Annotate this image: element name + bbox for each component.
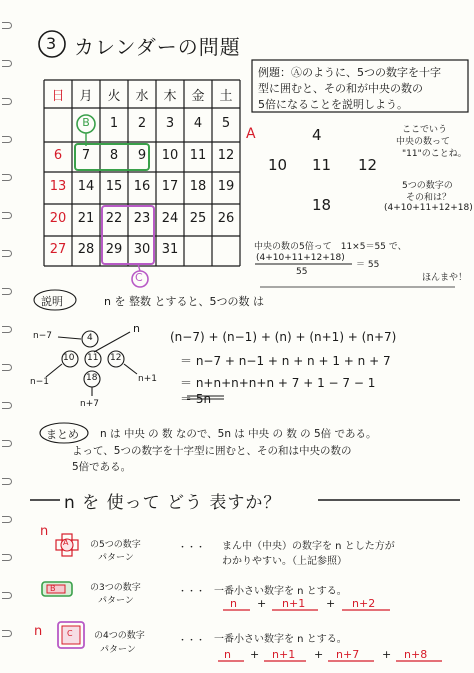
cross-right: 12 bbox=[358, 156, 378, 174]
plus-sign: + bbox=[326, 597, 336, 610]
expression-term: n bbox=[230, 597, 237, 610]
calendar-day-cell: 18 bbox=[189, 179, 207, 194]
calendar-grid bbox=[44, 80, 240, 266]
cross-bottom: 18 bbox=[312, 196, 332, 214]
equation-line: (n−7) + (n−1) + (n) + (n+1) + (n+7) bbox=[170, 330, 397, 344]
expression-term: n+1 bbox=[282, 597, 306, 610]
pattern-name: パターン bbox=[98, 553, 134, 563]
calendar-day-cell: 27 bbox=[49, 242, 67, 257]
expression-term: n+2 bbox=[352, 597, 376, 610]
pattern-desc: 一番小さい数字を n とする。 bbox=[214, 586, 347, 597]
expression-term: n+7 bbox=[336, 648, 360, 661]
explanation-intro: n を 整数 とすると、5つの数 は bbox=[104, 295, 264, 308]
pattern-dots: ・・・ bbox=[178, 587, 206, 597]
calendar-day-cell: 11 bbox=[189, 148, 207, 163]
diagram-label: n+1 bbox=[138, 374, 157, 384]
note-line: "11"のことね。 bbox=[402, 149, 467, 159]
pattern-icon-b bbox=[42, 582, 72, 596]
pattern-desc: 一番小さい数字を n とする。 bbox=[214, 634, 347, 645]
problem-line: 例題：Ⓐのように、5つの数字を十字 bbox=[258, 66, 441, 79]
calendar-day-cell: 22 bbox=[105, 211, 123, 226]
c-label: C bbox=[135, 271, 143, 284]
diagram-label: n−1 bbox=[30, 377, 49, 387]
diagram-label: n−7 bbox=[33, 331, 52, 341]
calendar-day-cell: 4 bbox=[193, 116, 203, 131]
calendar-weekday-header: 木 bbox=[163, 89, 177, 104]
cross-left: 10 bbox=[268, 156, 288, 174]
summary-line: n は 中央 の 数 なので、5n は 中央 の 数 の 5倍 である。 bbox=[100, 428, 377, 440]
equation-line: ＝ n−7 + n−1 + n + n + 1 + n + 7 bbox=[180, 354, 391, 368]
calendar-day-cell: 7 bbox=[81, 148, 91, 163]
calendar-day-cell: 8 bbox=[109, 148, 119, 163]
page-title: カレンダーの問題 bbox=[74, 35, 241, 59]
diagram-label: n+7 bbox=[80, 399, 99, 409]
pattern-icon-letter: A bbox=[63, 538, 69, 547]
diagram-value: 4 bbox=[87, 333, 93, 343]
calendar-weekday-header: 土 bbox=[219, 89, 233, 104]
calendar-day-cell: 13 bbox=[49, 179, 67, 194]
calendar-day-cell: 3 bbox=[165, 116, 175, 131]
calendar-day-cell: 12 bbox=[217, 148, 235, 163]
summary-line: よって、5つの数字を十字型に囲むと、その和は中央の数の bbox=[72, 445, 352, 457]
calendar-weekday-header: 月 bbox=[79, 89, 93, 104]
note-line: その和は？ bbox=[406, 193, 452, 203]
pattern-icon-letter: B bbox=[50, 584, 56, 593]
expression-term: n bbox=[224, 648, 231, 661]
pattern-dots: ・・・ bbox=[178, 543, 206, 553]
example-a-label: A bbox=[246, 126, 256, 142]
pattern-name: の3つの数字 bbox=[90, 583, 141, 593]
calendar-day-cell: 26 bbox=[217, 211, 235, 226]
n-marker: n bbox=[34, 624, 43, 639]
expression-term: n+1 bbox=[272, 648, 296, 661]
calendar-day-cell: 15 bbox=[105, 179, 123, 194]
calendar-weekday-header: 水 bbox=[135, 89, 149, 104]
calendar-day-cell: 30 bbox=[133, 242, 151, 257]
calendar-day-cell: 1 bbox=[109, 116, 119, 131]
calendar-day-cell: 10 bbox=[161, 148, 179, 163]
plus-sign: + bbox=[250, 648, 260, 661]
calendar-day-cell: 2 bbox=[137, 116, 147, 131]
b-label: B bbox=[82, 116, 90, 129]
calendar-weekday-header: 日 bbox=[51, 89, 65, 104]
diagram-n: n bbox=[133, 322, 140, 335]
cross-top: 4 bbox=[312, 126, 322, 144]
pattern-name: の4つの数字 bbox=[94, 631, 145, 641]
summary-line: 5倍である。 bbox=[72, 461, 132, 473]
calendar-day-cell: 21 bbox=[77, 211, 95, 226]
note-line: (4+10+11+12+18) bbox=[384, 203, 473, 213]
calendar-day-cell: 6 bbox=[53, 148, 63, 163]
pattern-name: パターン bbox=[100, 645, 136, 655]
equation-result: ＝ 5n bbox=[180, 392, 212, 406]
diagram-value: 11 bbox=[87, 353, 99, 363]
note-line: ここでいう bbox=[402, 125, 448, 135]
problem-number: 3 bbox=[46, 34, 57, 53]
calendar-day-cell: 25 bbox=[189, 211, 207, 226]
note-line: 5つの数字の bbox=[402, 181, 453, 191]
calendar-day-cell: 17 bbox=[161, 179, 179, 194]
calendar-weekday-header: 金 bbox=[191, 89, 205, 104]
calendar-day-cell: 19 bbox=[217, 179, 235, 194]
diagram-value: 18 bbox=[86, 373, 98, 383]
plus-sign: + bbox=[382, 648, 392, 661]
summary-label: まとめ bbox=[46, 428, 79, 441]
n-marker: n bbox=[40, 524, 49, 539]
diagram-value: 12 bbox=[110, 353, 122, 363]
calc-comment: ほんまや！ bbox=[422, 273, 468, 283]
equation-line: ＝ n+n+n+n+n + 7 + 1 − 7 − 1 bbox=[180, 376, 376, 390]
pattern-name: の5つの数字 bbox=[90, 540, 141, 550]
explanation-label: 説明 bbox=[41, 295, 63, 308]
problem-line: 型に囲むと、その和が中央の数の bbox=[258, 82, 423, 95]
calendar-weekday-header: 火 bbox=[107, 89, 121, 104]
calendar-day-cell: 5 bbox=[221, 116, 231, 131]
calendar-day-cell: 14 bbox=[77, 179, 95, 194]
calc-denominator: 55 bbox=[296, 267, 308, 277]
calendar-day-cell: 24 bbox=[161, 211, 179, 226]
calendar-day-cell: 16 bbox=[133, 179, 151, 194]
calendar-day-cell: 28 bbox=[77, 242, 95, 257]
plus-sign: + bbox=[257, 597, 267, 610]
pattern-icon-letter: C bbox=[67, 629, 73, 638]
pattern-dots: ・・・ bbox=[178, 636, 206, 646]
calc-line: 中央の数の5倍って 11×5＝55 で、 bbox=[254, 242, 407, 252]
calendar-day-cell: 31 bbox=[161, 242, 179, 257]
calc-equals: ＝ 55 bbox=[356, 260, 380, 270]
section-heading: n を 使って どう 表すか？ bbox=[64, 493, 282, 513]
expression-term: n+8 bbox=[404, 648, 428, 661]
diagram-value: 10 bbox=[63, 353, 75, 363]
pattern-desc: わかりやすい。（上記参照） bbox=[222, 556, 347, 567]
calendar-day-cell: 9 bbox=[137, 148, 147, 163]
calendar-day-cell: 20 bbox=[49, 211, 67, 226]
problem-line: 5倍になることを説明しよう。 bbox=[258, 98, 408, 111]
plus-sign: + bbox=[314, 648, 324, 661]
pattern-desc: まん中（中央）の数字を n とした方が bbox=[222, 541, 395, 552]
calendar-day-cell: 23 bbox=[133, 211, 151, 226]
cross-center: 11 bbox=[312, 156, 332, 174]
calendar-day-cell: 29 bbox=[105, 242, 123, 257]
pattern-name: パターン bbox=[98, 596, 134, 606]
calc-numerator: (4+10+11+12+18) bbox=[256, 253, 345, 263]
note-line: 中央の数って bbox=[396, 137, 451, 147]
